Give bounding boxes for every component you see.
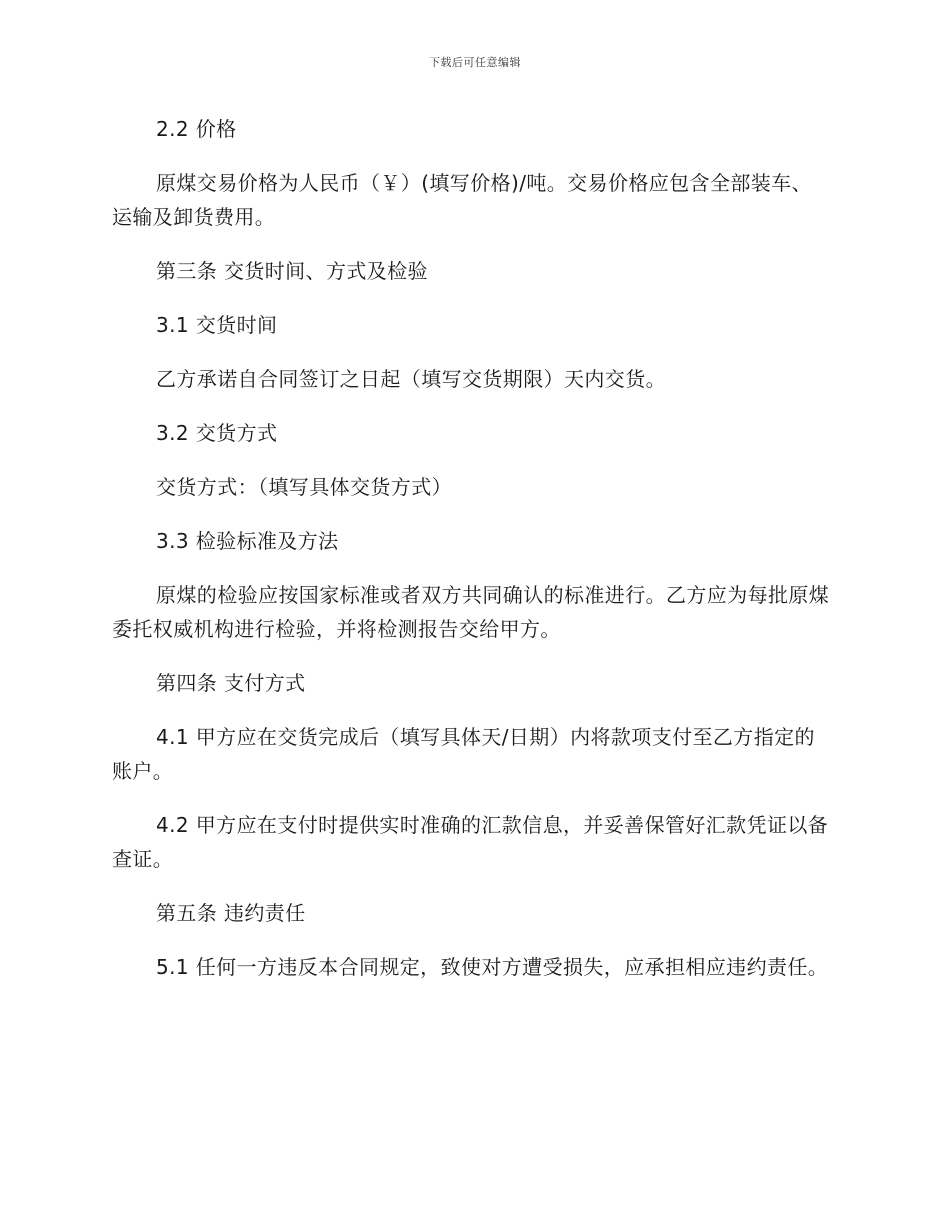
section-heading-3-1: 3.1 交货时间 — [156, 313, 278, 337]
article-heading-5: 第五条 违约责任 — [156, 901, 306, 925]
paragraph-liability-5-1: 5.1 任何一方违反本合同规定，致使对方遭受损失，应承担相应违约责任。 — [156, 955, 829, 979]
paragraph-payment-4-2: 4.2 甲方应在支付时提供实时准确的汇款信息，并妥善保管好汇款凭证以备查证。 — [112, 813, 829, 871]
paragraph-inspection: 原煤的检验应按国家标准或者双方共同确认的标准进行。乙方应为每批原煤委托权威机构进行检验，并将检测报告交给甲方。 — [112, 583, 830, 641]
article-heading-3: 第三条 交货时间、方式及检验 — [156, 259, 428, 283]
page-header: 下载后可任意编辑 — [429, 56, 521, 69]
paragraph-delivery-time: 乙方承诺自合同签订之日起（填写交货期限）天内交货。 — [156, 367, 666, 391]
section-heading-2-2: 2.2 价格 — [156, 117, 237, 141]
document-body — [112, 112, 832, 1004]
paragraph-price: 原煤交易价格为人民币（￥）(填写价格)/吨。交易价格应包含全部装车、运输及卸货费用。 — [112, 171, 812, 229]
section-heading-3-3: 3.3 检验标准及方法 — [156, 529, 339, 553]
article-heading-4: 第四条 支付方式 — [156, 671, 306, 695]
section-heading-3-2: 3.2 交货方式 — [156, 421, 278, 445]
paragraph-payment-4-1: 4.1 甲方应在交货完成后（填写具体天/日期）内将款项支付至乙方指定的账户。 — [112, 725, 815, 783]
paragraph-delivery-method: 交货方式：（填写具体交货方式） — [156, 475, 452, 499]
